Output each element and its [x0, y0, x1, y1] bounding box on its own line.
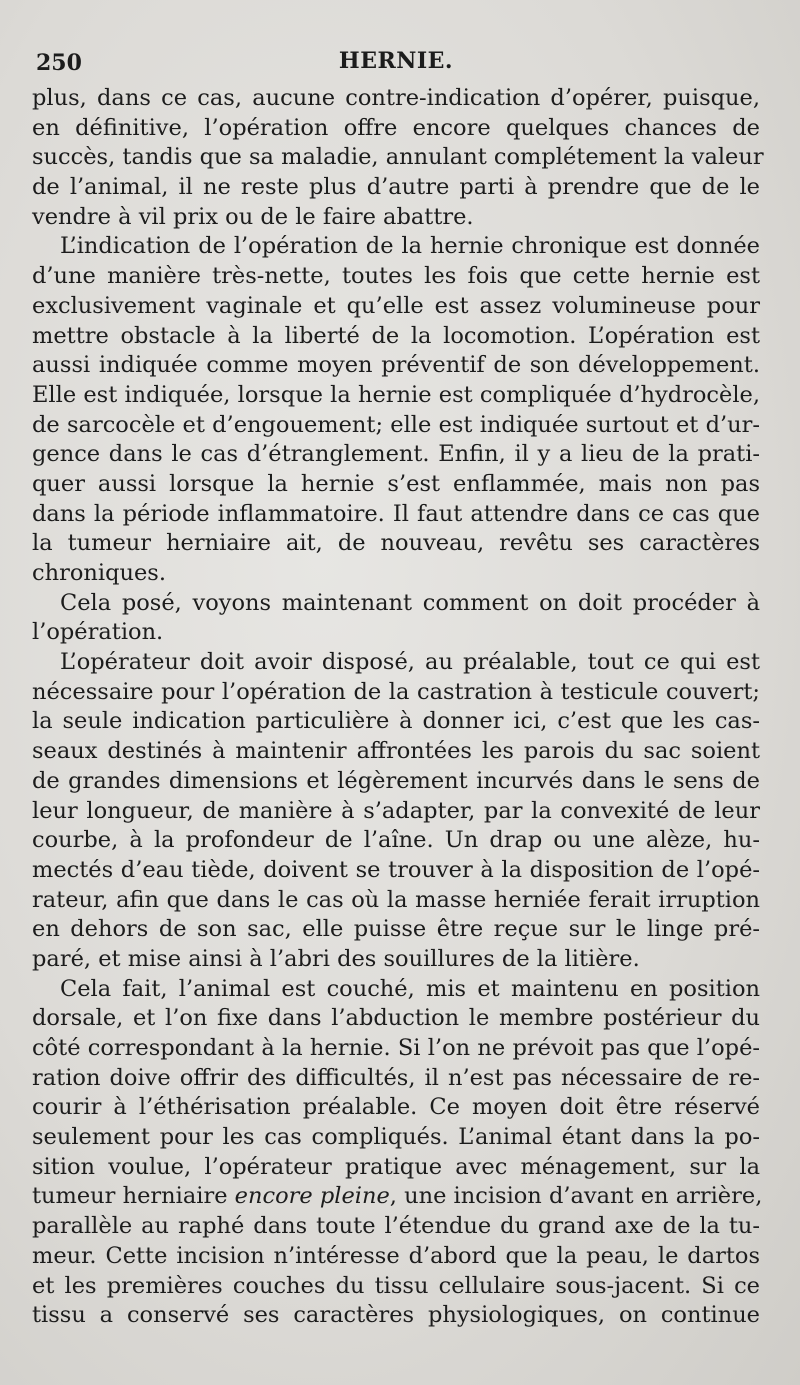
text-line: L’indication de l’opération de la hernie chronique est donnée: [60, 233, 760, 260]
text-line: dorsale, et l’on fixe dans l’abduction le membre postérieur du: [32, 1005, 760, 1032]
text-line: en définitive, l’opération offre encore quelques chances de: [32, 114, 760, 141]
text-line: chroniques.: [32, 560, 166, 586]
text-line: de l’animal, il ne reste plus d’autre parti à prendre que de le: [32, 174, 760, 201]
text-line: la seule indication particulière à donner ici, c’est que les cas-: [32, 708, 760, 735]
text-line: et les premières couches du tissu cellulaire sous-jacent. Si ce: [32, 1272, 760, 1299]
text-line: seaux destinés à maintenir affrontées les parois du sac soient: [32, 738, 760, 765]
text-line: aussi indiquée comme moyen préventif de son développement.: [32, 352, 760, 379]
text-line: courir à l’éthérisation préalable. Ce moyen doit être réservé: [32, 1094, 760, 1121]
text-line: rateur, afin que dans le cas où la masse herniée ferait irruption: [32, 886, 760, 913]
text-line: de grandes dimensions et légèrement incurvés dans le sens de: [32, 767, 760, 794]
text-line: succès, tandis que sa maladie, annulant complétement la valeur: [32, 144, 764, 171]
text-line: seulement pour les cas compliqués. L’animal étant dans la po-: [32, 1124, 760, 1151]
text-line: vendre à vil prix ou de le faire abattre.: [32, 203, 474, 230]
text-line: la tumeur herniaire ait, de nouveau, revêtu ses caractères: [32, 530, 760, 557]
text-line: dans la période inflammatoire. Il faut attendre dans ce cas que: [32, 500, 760, 527]
text-line: leur longueur, de manière à s’adapter, par la convexité de leur: [32, 797, 760, 824]
body-text: [32, 84, 764, 1331]
text-line: sition voulue, l’opérateur pratique avec ménagement, sur la: [32, 1153, 760, 1180]
text-line: L’opérateur doit avoir disposé, au préalable, tout ce qui est: [60, 649, 760, 676]
text-line: quer aussi lorsque la hernie s’est enflammée, mais non pas: [32, 470, 760, 497]
text-line: de sarcocèle et d’engouement; elle est indiquée surtout et d’ur-: [32, 411, 760, 438]
text-line: parallèle au raphé dans toute l’étendue du grand axe de la tu-: [32, 1213, 760, 1240]
page-header: [32, 44, 760, 84]
text-line: ration doive offrir des difficultés, il n’est pas nécessaire de re-: [32, 1064, 760, 1091]
text-line: meur. Cette incision n’intéresse d’abord que la peau, le dartos: [32, 1242, 760, 1269]
text-line: Elle est indiquée, lorsque la hernie est compliquée d’hydrocèle,: [32, 381, 760, 408]
text-line: tissu a conservé ses caractères physiologiques, on continue: [32, 1302, 760, 1329]
text-line: exclusivement vaginale et qu’elle est assez volumineuse pour: [32, 292, 760, 319]
text-line: Cela posé, voyons maintenant comment on doit procéder à: [60, 589, 760, 616]
text-line: côté correspondant à la hernie. Si l’on ne prévoit pas que l’opé-: [32, 1035, 760, 1061]
text-line: l’opération.: [32, 619, 164, 646]
text-line: paré, et mise ainsi à l’abri des souillures de la litière.: [32, 945, 640, 972]
text-line: en dehors de son sac, elle puisse être reçue sur le linge pré-: [32, 916, 760, 943]
text-line: nécessaire pour l’opération de la castration à testicule couvert;: [32, 678, 760, 705]
text-line: gence dans le cas d’étranglement. Enfin, il y a lieu de la prati-: [32, 441, 760, 468]
text-line: tumeur herniaire encore pleine, une incision d’avant en arrière,: [32, 1183, 763, 1210]
italic-phrase: encore pleine: [234, 1183, 390, 1210]
text-line: d’une manière très-nette, toutes les fois que cette hernie est: [32, 263, 760, 290]
text-line: mettre obstacle à la liberté de la locomotion. L’opération est: [32, 322, 760, 349]
text-line: courbe, à la profondeur de l’aîne. Un drap ou une alèze, hu-: [32, 827, 760, 854]
text-line: mectés d’eau tiède, doivent se trouver à la disposition de l’opé-: [32, 856, 760, 883]
page-number: 250: [36, 50, 82, 76]
text-line: plus, dans ce cas, aucune contre-indication d’opérer, puisque,: [32, 85, 760, 111]
running-title: HERNIE.: [338, 48, 454, 74]
text-line: Cela fait, l’animal est couché, mis et maintenu en position: [60, 975, 760, 1002]
